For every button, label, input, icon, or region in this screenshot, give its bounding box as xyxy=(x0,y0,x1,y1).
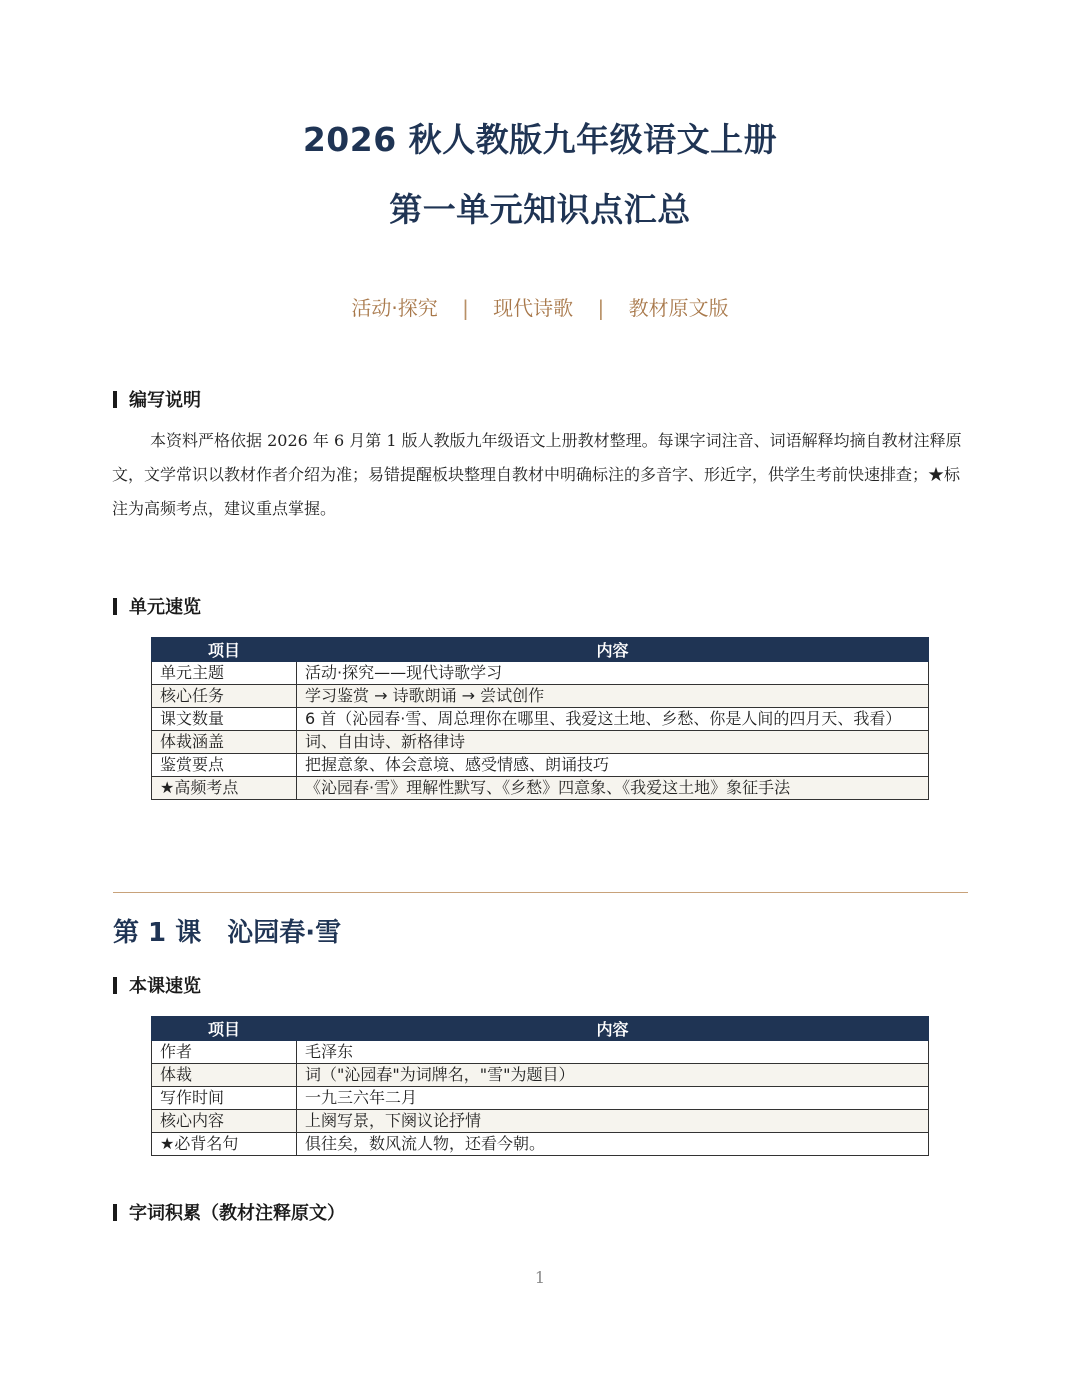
section-heading-vocab xyxy=(113,1199,345,1225)
table-cell-item: 体裁涵盖 xyxy=(152,731,297,754)
heading-bar-icon xyxy=(113,977,117,994)
table-header-item: 项目 xyxy=(152,1017,297,1041)
lesson-number: 第 1 课 xyxy=(113,918,202,948)
table-cell-content: 毛泽东 xyxy=(297,1041,929,1064)
tag-activity: 活动·探究 xyxy=(351,296,438,320)
heading-bar-icon xyxy=(113,598,117,615)
section-heading-lesson-overview xyxy=(113,972,201,998)
table-row xyxy=(152,1133,929,1156)
heading-bar-icon xyxy=(113,1204,117,1221)
table-cell-content: 把握意象、体会意境、感受情感、朗诵技巧 xyxy=(297,754,929,777)
lesson-title xyxy=(113,912,341,949)
section-heading-label: 编写说明 xyxy=(129,390,201,411)
table-row xyxy=(152,754,929,777)
tag-modern-poetry: 现代诗歌 xyxy=(493,296,574,320)
table-row xyxy=(152,731,929,754)
table-cell-item: 写作时间 xyxy=(152,1087,297,1110)
intro-paragraph: 本资料严格依据 2026 年 6 月第 1 版人教版九年级语文上册教材整理。每课字词注音、词语解释均摘自教材注释原文，文学常识以教材作者介绍为准；易错提醒板块整理自教材中明确标注的多音字、形近字，供学生考前快速排查；★标注为高频考点，建议重点掌握。 xyxy=(112,431,962,518)
section-heading-label: 单元速览 xyxy=(129,597,201,618)
table-row xyxy=(152,1064,929,1087)
section-heading-label: 本课速览 xyxy=(129,976,201,997)
table-cell-content: 词、自由诗、新格律诗 xyxy=(297,731,929,754)
unit-overview-table xyxy=(151,637,929,800)
table-cell-item: 鉴赏要点 xyxy=(152,754,297,777)
table-cell-item: 体裁 xyxy=(152,1064,297,1087)
tag-separator: | xyxy=(597,296,605,320)
table-header-content: 内容 xyxy=(297,638,929,662)
table-row xyxy=(152,708,929,731)
lesson-name: 沁园春·雪 xyxy=(227,918,342,948)
table-row xyxy=(152,1041,929,1064)
table-cell-item: 核心内容 xyxy=(152,1110,297,1133)
table-row xyxy=(152,662,929,685)
section-heading-intro xyxy=(113,386,201,412)
table-cell-content: 学习鉴赏 → 诗歌朗诵 → 尝试创作 xyxy=(297,685,929,708)
table-cell-content: 一九三六年二月 xyxy=(297,1087,929,1110)
table-cell-item: 课文数量 xyxy=(152,708,297,731)
document-title: 2026 秋人教版九年级语文上册 xyxy=(302,120,778,159)
table-cell-content: 词（"沁园春"为词牌名，"雪"为题目） xyxy=(297,1064,929,1087)
document-subtitle: 第一单元知识点汇总 xyxy=(389,190,691,229)
table-cell-item: ★必背名句 xyxy=(152,1133,297,1156)
tag-separator: | xyxy=(462,296,469,320)
section-divider xyxy=(113,892,968,893)
table-cell-content: 《沁园春·雪》理解性默写、《乡愁》四意象、《我爱这土地》象征手法 xyxy=(297,777,929,800)
table-header-content: 内容 xyxy=(297,1017,929,1041)
tag-textbook: 教材原文版 xyxy=(628,296,729,320)
table-cell-content: 6 首（沁园春·雪、周总理你在哪里、我爱这土地、乡愁、你是人间的四月天、我看） xyxy=(297,708,929,731)
table-row xyxy=(152,1110,929,1133)
tag-line xyxy=(0,292,1080,321)
table-cell-content: 上阕写景，下阕议论抒情 xyxy=(297,1110,929,1133)
table-cell-item: 单元主题 xyxy=(152,662,297,685)
table-cell-content: 活动·探究——现代诗歌学习 xyxy=(297,662,929,685)
table-header-item: 项目 xyxy=(152,638,297,662)
table-row xyxy=(152,1087,929,1110)
table-cell-content: 俱往矣，数风流人物，还看今朝。 xyxy=(297,1133,929,1156)
table-cell-item: 作者 xyxy=(152,1041,297,1064)
section-heading-label: 字词积累（教材注释原文） xyxy=(129,1203,345,1224)
section-heading-unit xyxy=(113,593,201,619)
table-row xyxy=(152,777,929,800)
heading-bar-icon xyxy=(113,391,117,408)
table-cell-item: ★高频考点 xyxy=(152,777,297,800)
lesson-overview-table xyxy=(151,1016,929,1156)
page-number: 1 xyxy=(534,1268,546,1287)
table-row xyxy=(152,685,929,708)
table-cell-item: 核心任务 xyxy=(152,685,297,708)
